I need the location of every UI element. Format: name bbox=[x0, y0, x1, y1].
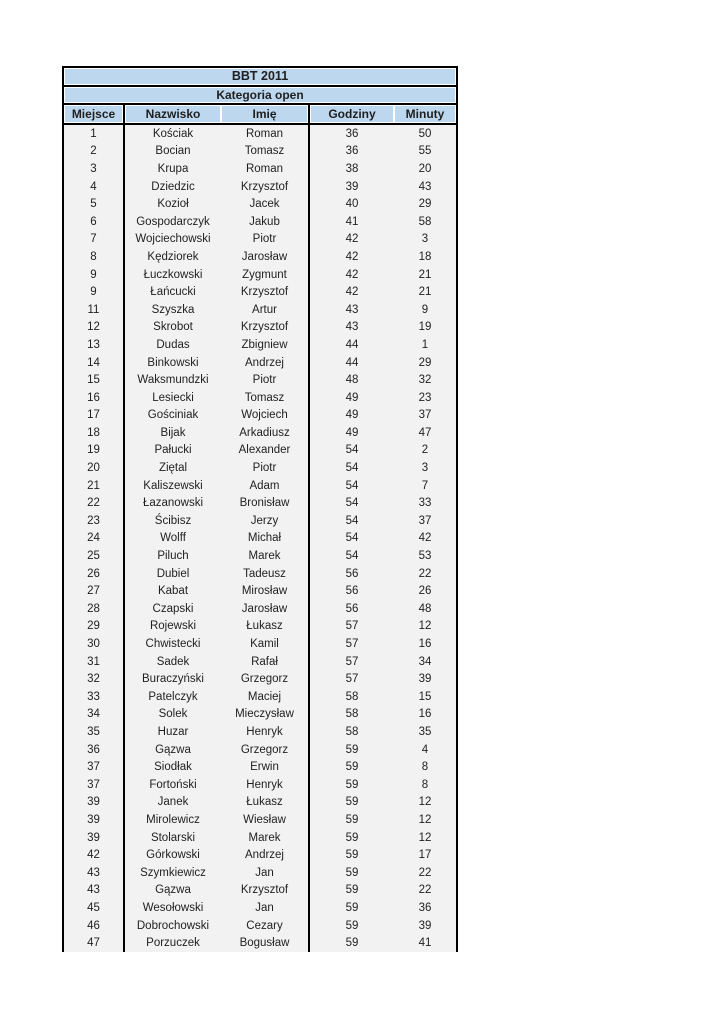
table-row bbox=[64, 618, 456, 636]
cell-minuty: 55 bbox=[394, 143, 456, 161]
cell-minuty: 2 bbox=[394, 442, 456, 460]
table-row bbox=[64, 424, 456, 442]
cell-minuty: 36 bbox=[394, 899, 456, 917]
table-row bbox=[64, 899, 456, 917]
table-row bbox=[64, 195, 456, 213]
cell-nazwisko: Lesiecki bbox=[125, 389, 221, 407]
cell-godziny: 59 bbox=[310, 811, 394, 829]
table-row bbox=[64, 459, 456, 477]
cell-minuty: 9 bbox=[394, 301, 456, 319]
cell-nazwisko: Górkowski bbox=[125, 846, 221, 864]
cell-minuty: 29 bbox=[394, 195, 456, 213]
cell-imie: Jacek bbox=[221, 195, 310, 213]
cell-nazwisko: Kozioł bbox=[125, 195, 221, 213]
cell-godziny: 59 bbox=[310, 846, 394, 864]
cell-imie: Piotr bbox=[221, 231, 310, 249]
cell-miejsce: 25 bbox=[64, 547, 125, 565]
cell-minuty: 3 bbox=[394, 231, 456, 249]
cell-miejsce: 39 bbox=[64, 811, 125, 829]
cell-minuty: 39 bbox=[394, 917, 456, 935]
cell-godziny: 44 bbox=[310, 354, 394, 372]
cell-nazwisko: Solek bbox=[125, 706, 221, 724]
cell-miejsce: 30 bbox=[64, 635, 125, 653]
cell-minuty: 33 bbox=[394, 494, 456, 512]
cell-nazwisko: Gązwa bbox=[125, 882, 221, 900]
cell-imie: Maciej bbox=[221, 688, 310, 706]
cell-minuty: 47 bbox=[394, 424, 456, 442]
cell-godziny: 58 bbox=[310, 706, 394, 724]
cell-miejsce: 37 bbox=[64, 776, 125, 794]
cell-imie: Tadeusz bbox=[221, 565, 310, 583]
cell-imie: Tomasz bbox=[221, 389, 310, 407]
cell-imie: Krzysztof bbox=[221, 178, 310, 196]
cell-miejsce: 42 bbox=[64, 846, 125, 864]
cell-imie: Mirosław bbox=[221, 582, 310, 600]
cell-imie: Erwin bbox=[221, 758, 310, 776]
cell-godziny: 40 bbox=[310, 195, 394, 213]
cell-godziny: 59 bbox=[310, 741, 394, 759]
cell-nazwisko: Porzuczek bbox=[125, 934, 221, 952]
table-row bbox=[64, 371, 456, 389]
cell-nazwisko: Siodłak bbox=[125, 758, 221, 776]
cell-minuty: 34 bbox=[394, 653, 456, 671]
cell-miejsce: 32 bbox=[64, 670, 125, 688]
cell-nazwisko: Gospodarczyk bbox=[125, 213, 221, 231]
table-row bbox=[64, 512, 456, 530]
cell-miejsce: 47 bbox=[64, 934, 125, 952]
cell-nazwisko: Dziedzic bbox=[125, 178, 221, 196]
cell-godziny: 54 bbox=[310, 442, 394, 460]
cell-minuty: 50 bbox=[394, 125, 456, 143]
table-row bbox=[64, 741, 456, 759]
cell-minuty: 42 bbox=[394, 530, 456, 548]
cell-miejsce: 36 bbox=[64, 741, 125, 759]
cell-godziny: 56 bbox=[310, 600, 394, 618]
cell-miejsce: 8 bbox=[64, 248, 125, 266]
table-row bbox=[64, 301, 456, 319]
table-row bbox=[64, 547, 456, 565]
cell-nazwisko: Patelczyk bbox=[125, 688, 221, 706]
cell-minuty: 4 bbox=[394, 741, 456, 759]
table-row bbox=[64, 248, 456, 266]
table-row bbox=[64, 143, 456, 161]
cell-imie: Rafał bbox=[221, 653, 310, 671]
cell-nazwisko: Łazanowski bbox=[125, 494, 221, 512]
table-row bbox=[64, 882, 456, 900]
table-row bbox=[64, 125, 456, 143]
cell-nazwisko: Piluch bbox=[125, 547, 221, 565]
cell-nazwisko: Wojciechowski bbox=[125, 231, 221, 249]
cell-imie: Wiesław bbox=[221, 811, 310, 829]
column-header-imie: Imię bbox=[221, 105, 310, 123]
cell-minuty: 22 bbox=[394, 864, 456, 882]
cell-imie: Marek bbox=[221, 547, 310, 565]
cell-imie: Henryk bbox=[221, 723, 310, 741]
column-header-minuty: Minuty bbox=[394, 105, 456, 123]
cell-imie: Grzegorz bbox=[221, 670, 310, 688]
cell-miejsce: 15 bbox=[64, 371, 125, 389]
cell-minuty: 48 bbox=[394, 600, 456, 618]
cell-godziny: 49 bbox=[310, 389, 394, 407]
cell-godziny: 59 bbox=[310, 917, 394, 935]
cell-minuty: 58 bbox=[394, 213, 456, 231]
cell-godziny: 43 bbox=[310, 301, 394, 319]
cell-miejsce: 33 bbox=[64, 688, 125, 706]
cell-minuty: 39 bbox=[394, 670, 456, 688]
cell-godziny: 57 bbox=[310, 635, 394, 653]
cell-miejsce: 7 bbox=[64, 231, 125, 249]
cell-godziny: 59 bbox=[310, 899, 394, 917]
cell-miejsce: 28 bbox=[64, 600, 125, 618]
cell-miejsce: 11 bbox=[64, 301, 125, 319]
cell-nazwisko: Skrobot bbox=[125, 319, 221, 337]
cell-imie: Zygmunt bbox=[221, 266, 310, 284]
cell-miejsce: 46 bbox=[64, 917, 125, 935]
cell-imie: Łukasz bbox=[221, 794, 310, 812]
table-row bbox=[64, 336, 456, 354]
cell-minuty: 8 bbox=[394, 776, 456, 794]
cell-miejsce: 9 bbox=[64, 266, 125, 284]
cell-nazwisko: Dobrochowski bbox=[125, 917, 221, 935]
cell-miejsce: 23 bbox=[64, 512, 125, 530]
cell-godziny: 49 bbox=[310, 424, 394, 442]
cell-nazwisko: Chwistecki bbox=[125, 635, 221, 653]
cell-nazwisko: Fortoński bbox=[125, 776, 221, 794]
cell-miejsce: 34 bbox=[64, 706, 125, 724]
table-row bbox=[64, 283, 456, 301]
cell-miejsce: 22 bbox=[64, 494, 125, 512]
cell-nazwisko: Rojewski bbox=[125, 618, 221, 636]
cell-nazwisko: Janek bbox=[125, 794, 221, 812]
cell-godziny: 54 bbox=[310, 512, 394, 530]
cell-minuty: 26 bbox=[394, 582, 456, 600]
cell-godziny: 59 bbox=[310, 882, 394, 900]
cell-miejsce: 29 bbox=[64, 618, 125, 636]
cell-nazwisko: Wesołowski bbox=[125, 899, 221, 917]
cell-miejsce: 18 bbox=[64, 424, 125, 442]
cell-nazwisko: Huzar bbox=[125, 723, 221, 741]
cell-nazwisko: Dudas bbox=[125, 336, 221, 354]
cell-miejsce: 5 bbox=[64, 195, 125, 213]
cell-minuty: 37 bbox=[394, 407, 456, 425]
cell-miejsce: 35 bbox=[64, 723, 125, 741]
cell-godziny: 56 bbox=[310, 582, 394, 600]
cell-godziny: 59 bbox=[310, 864, 394, 882]
cell-miejsce: 12 bbox=[64, 319, 125, 337]
table-row bbox=[64, 354, 456, 372]
table-row bbox=[64, 776, 456, 794]
table-row bbox=[64, 758, 456, 776]
results-table bbox=[62, 66, 458, 952]
cell-nazwisko: Kościak bbox=[125, 125, 221, 143]
cell-imie: Mieczysław bbox=[221, 706, 310, 724]
cell-imie: Jakub bbox=[221, 213, 310, 231]
cell-godziny: 59 bbox=[310, 794, 394, 812]
table-row bbox=[64, 213, 456, 231]
table-row bbox=[64, 688, 456, 706]
table-body bbox=[64, 125, 456, 952]
cell-godziny: 59 bbox=[310, 829, 394, 847]
cell-godziny: 49 bbox=[310, 407, 394, 425]
cell-godziny: 42 bbox=[310, 231, 394, 249]
cell-imie: Arkadiusz bbox=[221, 424, 310, 442]
cell-miejsce: 26 bbox=[64, 565, 125, 583]
cell-godziny: 59 bbox=[310, 758, 394, 776]
cell-minuty: 19 bbox=[394, 319, 456, 337]
cell-imie: Bogusław bbox=[221, 934, 310, 952]
cell-miejsce: 31 bbox=[64, 653, 125, 671]
cell-godziny: 57 bbox=[310, 670, 394, 688]
cell-godziny: 36 bbox=[310, 143, 394, 161]
cell-minuty: 22 bbox=[394, 565, 456, 583]
cell-nazwisko: Kędziorek bbox=[125, 248, 221, 266]
cell-godziny: 39 bbox=[310, 178, 394, 196]
table-row bbox=[64, 477, 456, 495]
cell-minuty: 12 bbox=[394, 794, 456, 812]
cell-minuty: 22 bbox=[394, 882, 456, 900]
table-row bbox=[64, 723, 456, 741]
cell-nazwisko: Dubiel bbox=[125, 565, 221, 583]
cell-minuty: 1 bbox=[394, 336, 456, 354]
cell-godziny: 57 bbox=[310, 653, 394, 671]
cell-nazwisko: Krupa bbox=[125, 160, 221, 178]
column-header-row bbox=[64, 105, 456, 125]
cell-imie: Jan bbox=[221, 899, 310, 917]
cell-imie: Henryk bbox=[221, 776, 310, 794]
cell-minuty: 20 bbox=[394, 160, 456, 178]
table-row bbox=[64, 565, 456, 583]
cell-minuty: 32 bbox=[394, 371, 456, 389]
cell-godziny: 54 bbox=[310, 459, 394, 477]
cell-miejsce: 20 bbox=[64, 459, 125, 477]
table-row bbox=[64, 319, 456, 337]
cell-nazwisko: Bocian bbox=[125, 143, 221, 161]
cell-godziny: 42 bbox=[310, 248, 394, 266]
cell-minuty: 7 bbox=[394, 477, 456, 495]
table-row bbox=[64, 846, 456, 864]
cell-nazwisko: Kaliszewski bbox=[125, 477, 221, 495]
table-row bbox=[64, 407, 456, 425]
cell-godziny: 59 bbox=[310, 776, 394, 794]
cell-imie: Kamil bbox=[221, 635, 310, 653]
cell-miejsce: 45 bbox=[64, 899, 125, 917]
cell-imie: Marek bbox=[221, 829, 310, 847]
cell-minuty: 21 bbox=[394, 266, 456, 284]
column-header-nazwisko: Nazwisko bbox=[125, 105, 221, 123]
table-row bbox=[64, 266, 456, 284]
table-title: BBT 2011 bbox=[64, 68, 456, 87]
cell-nazwisko: Binkowski bbox=[125, 354, 221, 372]
cell-nazwisko: Pałucki bbox=[125, 442, 221, 460]
cell-godziny: 48 bbox=[310, 371, 394, 389]
table-row bbox=[64, 811, 456, 829]
cell-miejsce: 19 bbox=[64, 442, 125, 460]
cell-nazwisko: Sadek bbox=[125, 653, 221, 671]
cell-miejsce: 43 bbox=[64, 864, 125, 882]
cell-miejsce: 1 bbox=[64, 125, 125, 143]
cell-imie: Roman bbox=[221, 125, 310, 143]
cell-miejsce: 24 bbox=[64, 530, 125, 548]
cell-nazwisko: Gościniak bbox=[125, 407, 221, 425]
cell-minuty: 23 bbox=[394, 389, 456, 407]
cell-nazwisko: Szyszka bbox=[125, 301, 221, 319]
cell-imie: Zbigniew bbox=[221, 336, 310, 354]
cell-minuty: 21 bbox=[394, 283, 456, 301]
cell-imie: Krzysztof bbox=[221, 283, 310, 301]
cell-minuty: 3 bbox=[394, 459, 456, 477]
cell-godziny: 58 bbox=[310, 688, 394, 706]
cell-nazwisko: Ziętal bbox=[125, 459, 221, 477]
cell-miejsce: 27 bbox=[64, 582, 125, 600]
cell-minuty: 35 bbox=[394, 723, 456, 741]
table-row bbox=[64, 706, 456, 724]
cell-miejsce: 6 bbox=[64, 213, 125, 231]
table-row bbox=[64, 442, 456, 460]
cell-godziny: 54 bbox=[310, 477, 394, 495]
cell-minuty: 37 bbox=[394, 512, 456, 530]
cell-imie: Andrzej bbox=[221, 354, 310, 372]
table-row bbox=[64, 635, 456, 653]
cell-minuty: 43 bbox=[394, 178, 456, 196]
cell-godziny: 41 bbox=[310, 213, 394, 231]
cell-imie: Krzysztof bbox=[221, 319, 310, 337]
cell-nazwisko: Wolff bbox=[125, 530, 221, 548]
cell-nazwisko: Waksmundzki bbox=[125, 371, 221, 389]
cell-imie: Bronisław bbox=[221, 494, 310, 512]
cell-minuty: 15 bbox=[394, 688, 456, 706]
column-header-miejsce: Miejsce bbox=[64, 105, 125, 123]
table-row bbox=[64, 160, 456, 178]
cell-imie: Andrzej bbox=[221, 846, 310, 864]
cell-minuty: 12 bbox=[394, 829, 456, 847]
cell-nazwisko: Czapski bbox=[125, 600, 221, 618]
cell-miejsce: 3 bbox=[64, 160, 125, 178]
table-row bbox=[64, 934, 456, 952]
cell-imie: Adam bbox=[221, 477, 310, 495]
cell-miejsce: 17 bbox=[64, 407, 125, 425]
table-row bbox=[64, 231, 456, 249]
cell-miejsce: 43 bbox=[64, 882, 125, 900]
cell-minuty: 12 bbox=[394, 811, 456, 829]
cell-imie: Tomasz bbox=[221, 143, 310, 161]
table-row bbox=[64, 600, 456, 618]
cell-miejsce: 37 bbox=[64, 758, 125, 776]
cell-minuty: 16 bbox=[394, 706, 456, 724]
cell-nazwisko: Łańcucki bbox=[125, 283, 221, 301]
cell-godziny: 59 bbox=[310, 934, 394, 952]
cell-minuty: 12 bbox=[394, 618, 456, 636]
cell-nazwisko: Łuczkowski bbox=[125, 266, 221, 284]
cell-imie: Cezary bbox=[221, 917, 310, 935]
cell-minuty: 8 bbox=[394, 758, 456, 776]
cell-nazwisko: Kabat bbox=[125, 582, 221, 600]
cell-nazwisko: Stolarski bbox=[125, 829, 221, 847]
cell-godziny: 54 bbox=[310, 530, 394, 548]
cell-imie: Michał bbox=[221, 530, 310, 548]
table-row bbox=[64, 494, 456, 512]
cell-nazwisko: Ścibisz bbox=[125, 512, 221, 530]
cell-imie: Roman bbox=[221, 160, 310, 178]
cell-minuty: 17 bbox=[394, 846, 456, 864]
cell-miejsce: 14 bbox=[64, 354, 125, 372]
cell-godziny: 42 bbox=[310, 283, 394, 301]
cell-nazwisko: Mirolewicz bbox=[125, 811, 221, 829]
cell-imie: Jan bbox=[221, 864, 310, 882]
cell-imie: Alexander bbox=[221, 442, 310, 460]
cell-imie: Piotr bbox=[221, 371, 310, 389]
cell-godziny: 36 bbox=[310, 125, 394, 143]
cell-godziny: 57 bbox=[310, 618, 394, 636]
cell-miejsce: 39 bbox=[64, 829, 125, 847]
cell-imie: Jarosław bbox=[221, 600, 310, 618]
table-row bbox=[64, 829, 456, 847]
table-row bbox=[64, 864, 456, 882]
cell-godziny: 44 bbox=[310, 336, 394, 354]
cell-imie: Jerzy bbox=[221, 512, 310, 530]
cell-godziny: 43 bbox=[310, 319, 394, 337]
table-row bbox=[64, 670, 456, 688]
cell-imie: Łukasz bbox=[221, 618, 310, 636]
cell-godziny: 58 bbox=[310, 723, 394, 741]
column-header-godziny: Godziny bbox=[310, 105, 394, 123]
cell-miejsce: 4 bbox=[64, 178, 125, 196]
cell-minuty: 18 bbox=[394, 248, 456, 266]
cell-imie: Piotr bbox=[221, 459, 310, 477]
cell-miejsce: 21 bbox=[64, 477, 125, 495]
cell-nazwisko: Bijak bbox=[125, 424, 221, 442]
cell-minuty: 16 bbox=[394, 635, 456, 653]
cell-minuty: 53 bbox=[394, 547, 456, 565]
table-row bbox=[64, 794, 456, 812]
cell-godziny: 54 bbox=[310, 547, 394, 565]
cell-imie: Jarosław bbox=[221, 248, 310, 266]
cell-godziny: 54 bbox=[310, 494, 394, 512]
cell-miejsce: 9 bbox=[64, 283, 125, 301]
cell-nazwisko: Gązwa bbox=[125, 741, 221, 759]
table-row bbox=[64, 178, 456, 196]
table-row bbox=[64, 917, 456, 935]
cell-imie: Krzysztof bbox=[221, 882, 310, 900]
cell-miejsce: 2 bbox=[64, 143, 125, 161]
cell-godziny: 42 bbox=[310, 266, 394, 284]
cell-imie: Artur bbox=[221, 301, 310, 319]
cell-miejsce: 39 bbox=[64, 794, 125, 812]
cell-miejsce: 16 bbox=[64, 389, 125, 407]
cell-minuty: 41 bbox=[394, 934, 456, 952]
table-row bbox=[64, 389, 456, 407]
table-row bbox=[64, 530, 456, 548]
cell-miejsce: 13 bbox=[64, 336, 125, 354]
cell-godziny: 56 bbox=[310, 565, 394, 583]
table-row bbox=[64, 653, 456, 671]
cell-minuty: 29 bbox=[394, 354, 456, 372]
table-subtitle: Kategoria open bbox=[64, 87, 456, 105]
cell-nazwisko: Buraczyński bbox=[125, 670, 221, 688]
cell-godziny: 38 bbox=[310, 160, 394, 178]
table-row bbox=[64, 582, 456, 600]
cell-nazwisko: Szymkiewicz bbox=[125, 864, 221, 882]
cell-imie: Wojciech bbox=[221, 407, 310, 425]
cell-imie: Grzegorz bbox=[221, 741, 310, 759]
